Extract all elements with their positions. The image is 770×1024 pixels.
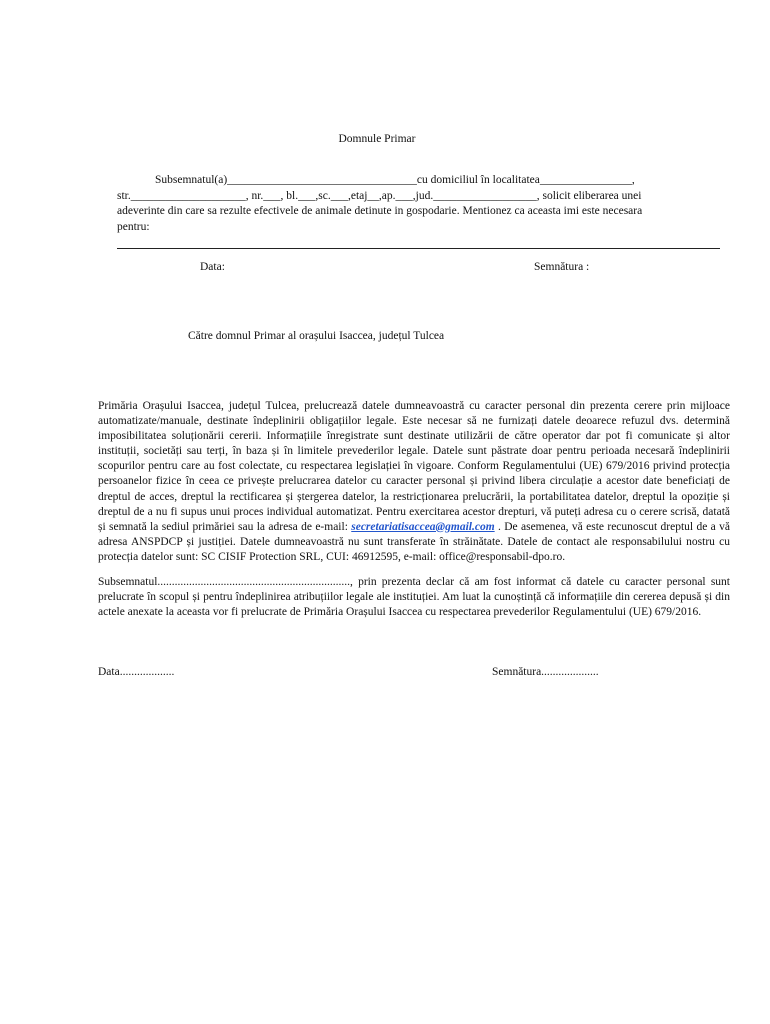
- date-label-top: Data:: [200, 261, 225, 273]
- request-line-4: pentru:: [117, 220, 150, 233]
- gdpr-paragraph: [98, 399, 730, 565]
- request-form: [117, 173, 720, 249]
- gdpr-section: [98, 399, 730, 620]
- request-line-3: adeverinte din care sa rezulte efectivele de animale detinute in gospodarie. Mentionez ca aceasta imi este necesara: [117, 205, 643, 217]
- date-label-bottom: Data...................: [98, 666, 175, 678]
- signature-label-bottom: Semnătura....................: [492, 666, 599, 678]
- signature-label-top: Semnătura :: [534, 261, 590, 273]
- gdpr-text-after-email: . De asemenea, vă este recunoscut dreptul de a vă adresa ANSPDCP și justiției. Datele dumneavoastră nu sunt transferate în străinătate. Datele de contact ale responsabilului nostru cu protecția datelor sunt: SC CISIF Protection SRL, CUI: 46912595, e-mail: office@responsabil-dpo.ro.: [98, 520, 730, 563]
- purpose-fill-line: [117, 236, 720, 249]
- gdpr-text-before-email: Primăria Orașului Isaccea, județul Tulcea, prelucrează datele dumneavoastră cu caracter personal din prezenta cerere prin mijloace automatizate/manuale, destinate îndeplinirii obligațiilor legale. Este necesar să ne furnizați datele deoarece refuzul dvs. determină imposibilitatea soluționării cererii. Informațiile înregistrate sunt destinate utilizării de către operator dar pot fi comunicate și altor instituții, societăți sau terți, în baza și în limitele prevederilor legale. Datele sunt păstrate doar pentru perioada necesară îndeplinirii scopurilor pentru care au fost colectate, cu respectarea legislației în vigoare. Conform Regulamentului (UE) 679/2016 privind protecția persoanelor fizice în ceea ce privește prelucrarea datelor cu caracter personal și privind libera circulație a acestor date beneficiați de dreptul de acces, dreptul la rectificarea și ștergerea datelor, la restricționarea prelucrării, la portabilitatea datelor, dreptul la opoziție și dreptul de a nu fi supus unui proces individual automatizat. Pentru exercitarea acestor drepturi, vă puteți adresa cu o cerere scrisă, datată și semnată la sediul primăriei sau la adresa de e-mail:: [98, 400, 730, 533]
- addressee-line: Către domnul Primar al orașului Isaccea, județul Tulcea: [188, 330, 445, 342]
- email-link[interactable]: secretariatisaccea@gmail.com: [351, 520, 495, 533]
- request-line-1: Subsemnatul(a)_________________________________cu domiciliul în localitatea________________,: [155, 174, 635, 186]
- document-title: Domnule Primar: [338, 133, 416, 145]
- request-line-2: str.____________________, nr.___, bl.___,sc.___,etaj__,ap.___,jud.__________________, solicit eliberarea unei: [117, 189, 642, 202]
- declaration-paragraph: Subsemnatul..................................................................., prin prezenta declar că am fost informat că datele cu caracter personal sunt prelucrate în scopul și pentru îndeplinirea atribuțiilor legale ale instituției. Am luat la cunoștință că informațiile din cererea depusă și din actele anexate la aceasta vor fi prelucrate de Primăria Orașului Isaccea cu respectarea prevederilor Regulamentului (UE) 679/2016.: [98, 576, 730, 619]
